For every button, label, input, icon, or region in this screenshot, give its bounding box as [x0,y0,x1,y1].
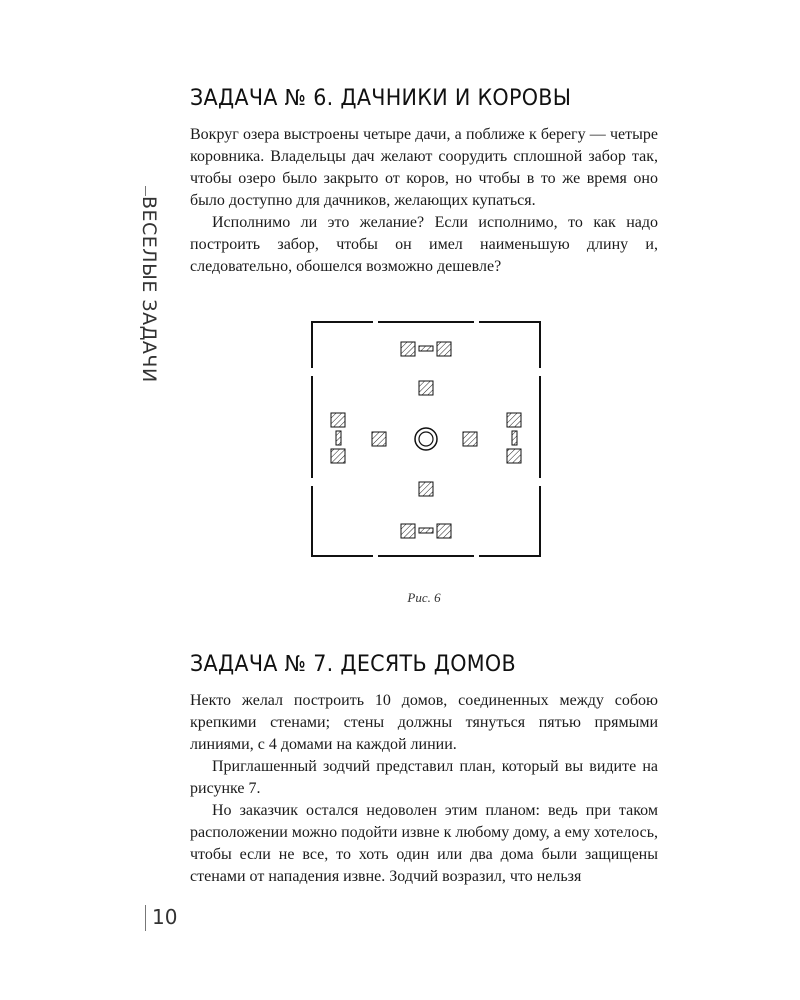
task-7-title: ЗАДАЧА № 7. ДЕСЯТЬ ДОМОВ [190,652,516,677]
task-6-paragraph: Вокруг озера выстроены четыре дачи, а поближе к берегу — четыре коровника. Владельцы дач желают соорудить сплошной забор так, чтобы озеро было закрыто от коров, но чтобы в то же время оно было доступно для дачников, желающих купаться. [190,126,658,209]
task-7-heading [190,652,658,677]
cowsheds [372,381,477,496]
dacha-bottom [401,524,451,538]
task-7-paragraph: Некто желал построить 10 домов, соединенных между собою крепкими стенами; стены должны тянуться пятью прямыми линиями, с 4 домами на каждой линии. [190,692,658,753]
figure-6-diagram [310,320,542,558]
dacha-right [507,413,521,463]
task-7-paragraph: Приглашенный зодчий представил план, который вы видите на рисунке 7. [190,758,658,797]
task-7-paragraph: Но заказчик остался недоволен этим планом: ведь при таком расположении можно подойти извне к любому дому, а ему хотелось, чтобы если не все, то хоть один или два дома были защищены стенами от нападения извне. Зодчий возразил, что нельзя [190,802,658,885]
figure-6-caption: Рис. 6 [407,590,441,605]
task-6-paragraph: Исполнимо ли это желание? Если исполнимо, то как надо построить забор, чтобы он имел наименьшую длину и, следовательно, обошелся возможно дешевле? [190,214,658,275]
cowshed-bottom [419,482,433,496]
task-6-body [190,124,658,278]
dacha-left [331,413,345,463]
lake-inner-ring [419,432,433,446]
task-6-title: ЗАДАЧА № 6. ДАЧНИКИ И КОРОВЫ [190,86,572,111]
dacha-top [401,342,451,356]
task-6-heading [190,86,658,111]
cowshed-right [463,432,477,446]
page-number: 10 [152,905,178,929]
page-number-rule [145,905,146,931]
cowshed-left [372,432,386,446]
fence-frame [312,322,540,556]
lake-icon [415,428,437,450]
task-7-body [190,690,658,888]
sidebar-rule-top [145,186,146,196]
section-title: ВЕСЕЛЫЕ ЗАДАЧИ [138,196,160,383]
cowshed-top [419,381,433,395]
